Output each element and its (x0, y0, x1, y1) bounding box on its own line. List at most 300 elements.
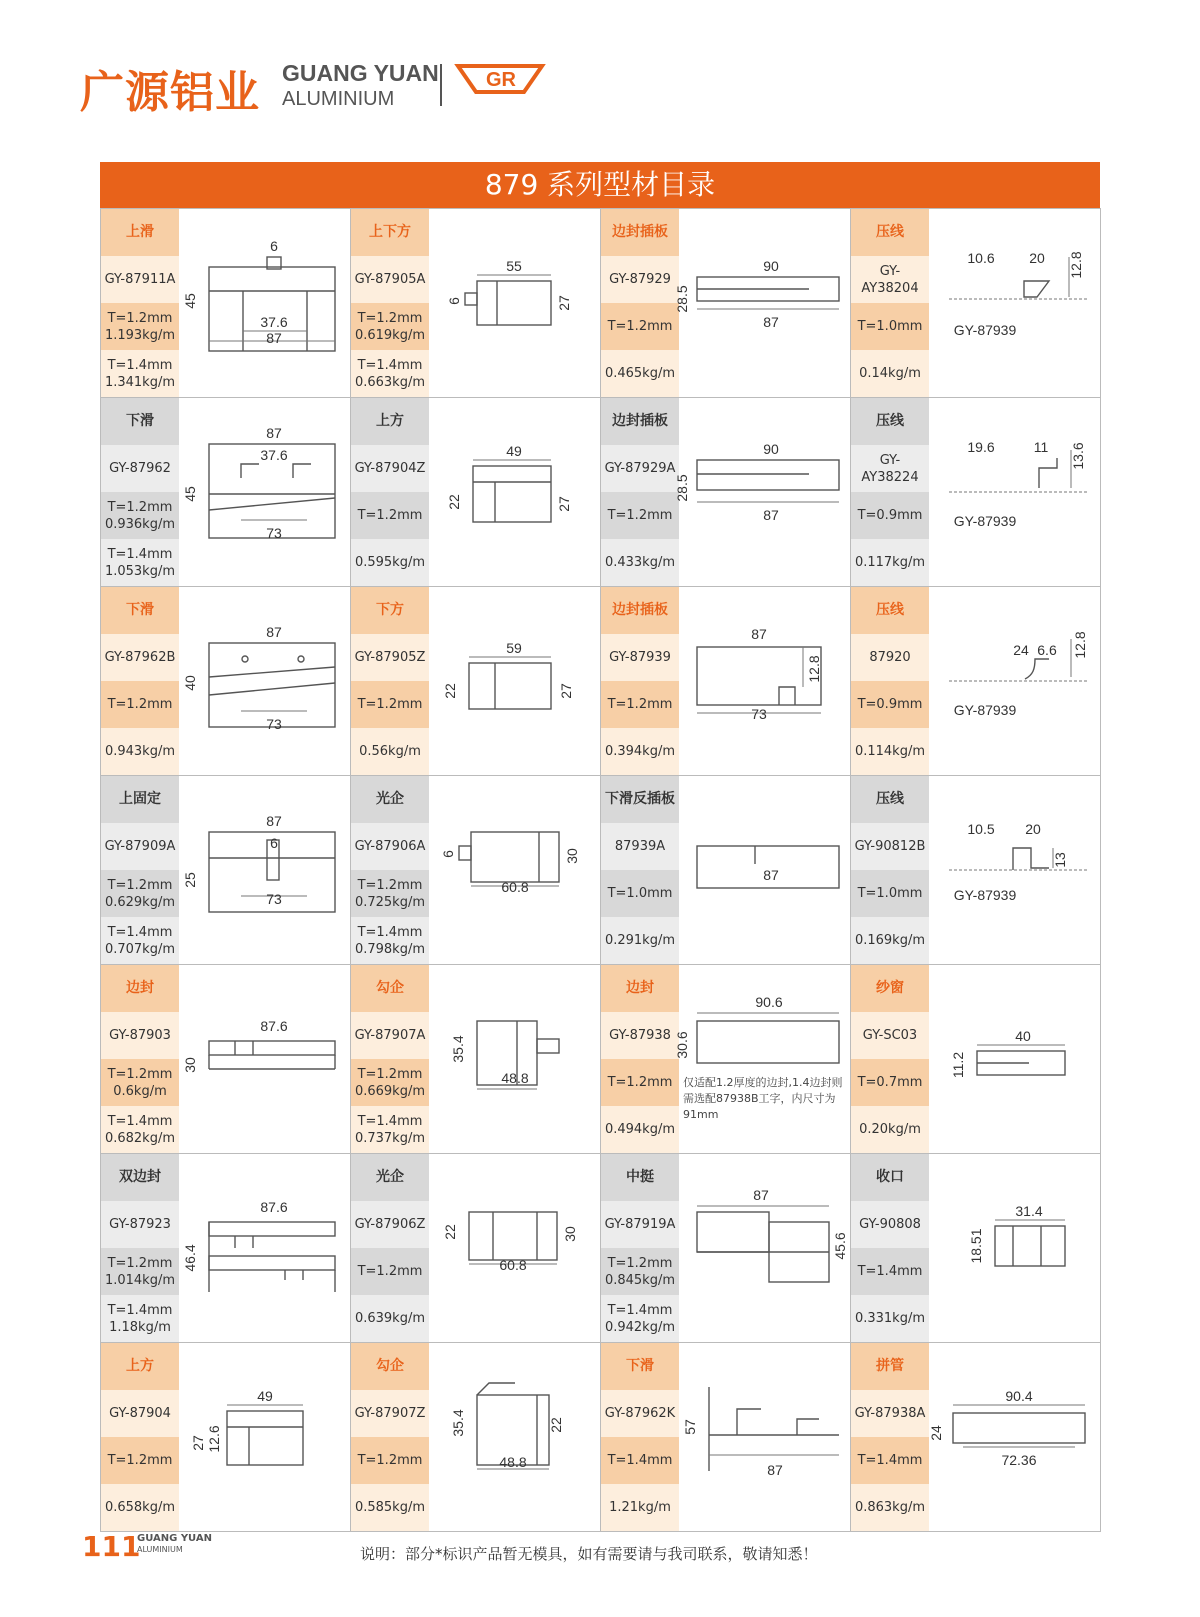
profile-drawing (929, 398, 1100, 586)
profile-section-diagram (179, 965, 350, 1153)
catalog-row (101, 776, 1101, 965)
profile-labels (601, 398, 679, 586)
profile-code: GY-87906Z (351, 1201, 429, 1248)
profile-name: 上固定 (101, 776, 179, 823)
dimension-label: 59 (506, 640, 522, 656)
profile-spec-secondary: 0.20kg/m (851, 1106, 929, 1153)
profile-labels (851, 209, 929, 397)
dimension-label: 20 (1025, 821, 1041, 837)
profile-labels (851, 1343, 929, 1531)
catalog-row (101, 1154, 1101, 1343)
profile-labels (851, 776, 929, 964)
profile-name: 上下方 (351, 209, 429, 256)
profile-name: 双边封 (101, 1154, 179, 1201)
profile-section-diagram (679, 776, 850, 964)
profile-cell (851, 776, 1101, 964)
profile-cell (601, 209, 851, 397)
profile-drawing (679, 1343, 850, 1531)
profile-spec-secondary: T=1.4mm 0.707kg/m (101, 917, 179, 964)
profile-name: 下滑 (601, 1343, 679, 1390)
profile-spec-primary: T=1.2mm 0.725kg/m (351, 870, 429, 917)
profile-spec-secondary: 0.639kg/m (351, 1295, 429, 1342)
dimension-label: 30 (562, 1226, 578, 1242)
dimension-label: 22 (548, 1417, 564, 1433)
profile-drawing (929, 965, 1100, 1153)
profile-spec-secondary: 0.585kg/m (351, 1484, 429, 1531)
profile-cell (851, 1154, 1101, 1342)
profile-labels (851, 398, 929, 586)
profile-name: 边封插板 (601, 209, 679, 256)
profile-spec-primary: T=1.2mm (101, 681, 179, 728)
dimension-label: 12.8 (1068, 251, 1084, 279)
profile-spec-primary: T=1.2mm 0.619kg/m (351, 303, 429, 350)
profile-code: GY-87938A (851, 1390, 929, 1437)
profile-code: GY-87907Z (351, 1390, 429, 1437)
profile-cell (601, 776, 851, 964)
profile-labels (351, 1343, 429, 1531)
profile-drawing (674, 398, 850, 586)
dimension-label: 6 (440, 850, 456, 858)
profile-spec-primary: T=1.2mm (601, 681, 679, 728)
dimension-label: 45.6 (832, 1232, 848, 1260)
profile-name: 纱窗 (851, 965, 929, 1012)
profile-code: GY-87929 (601, 256, 679, 303)
dimension-label: 24 (1013, 642, 1029, 658)
profile-spec-secondary: 0.658kg/m (101, 1484, 179, 1531)
dimension-label: 20 (1029, 250, 1045, 266)
profile-drawing (679, 1154, 850, 1342)
profile-code: GY-AY38204 (851, 256, 929, 303)
profile-spec-primary: T=0.9mm (851, 681, 929, 728)
profile-spec-primary: T=1.0mm (851, 870, 929, 917)
profile-labels (601, 965, 679, 1153)
dimension-label: 30.6 (674, 1031, 690, 1059)
dimension-label: 90.4 (1005, 1388, 1033, 1404)
profile-section-diagram (674, 209, 850, 397)
profile-section-diagram (674, 965, 850, 1153)
profile-section-diagram (674, 398, 850, 586)
dimension-label: 87 (763, 867, 779, 883)
profile-name: 上方 (101, 1343, 179, 1390)
dimension-label: 28.5 (674, 474, 690, 502)
svg-text:GR: GR (486, 69, 516, 91)
profile-cell (101, 398, 351, 586)
catalog-row (101, 398, 1101, 587)
dimension-label: 45 (182, 293, 198, 309)
profile-name: 光企 (351, 1154, 429, 1201)
dimension-label: 90 (763, 258, 779, 274)
profile-section-diagram (929, 398, 1100, 586)
profile-name: 光企 (351, 776, 429, 823)
profile-cell (101, 1154, 351, 1342)
brand-name-en: GUANG YUAN (282, 60, 439, 86)
dimension-label: 87 (753, 1187, 769, 1203)
profile-code: GY-90812B (851, 823, 929, 870)
profile-code: GY-87911A (101, 256, 179, 303)
profile-spec-secondary: 0.433kg/m (601, 539, 679, 586)
profile-drawing (429, 209, 600, 397)
footer-brand: GUANG YUAN (137, 1533, 212, 1544)
profile-cell (351, 209, 601, 397)
profile-code: GY-87904 (101, 1390, 179, 1437)
profile-spec-secondary: T=1.4mm 0.682kg/m (101, 1106, 179, 1153)
profile-spec-primary: T=1.0mm (851, 303, 929, 350)
profile-labels (351, 587, 429, 775)
profile-cell (351, 1154, 601, 1342)
profile-section-diagram (179, 398, 350, 586)
profile-section-diagram (429, 776, 600, 964)
profile-section-diagram (929, 1154, 1100, 1342)
dimension-label: GY-87939 (953, 887, 1017, 903)
dimension-label: 11.2 (950, 1051, 966, 1079)
brand-subtitle-en: ALUMINIUM (282, 88, 395, 110)
dimension-label: 27 (556, 496, 572, 512)
profile-spec-primary: T=1.2mm (351, 1437, 429, 1484)
profile-spec-primary: T=1.2mm (351, 1248, 429, 1295)
profile-drawing (429, 398, 600, 586)
catalog-row (101, 587, 1101, 776)
profile-drawing (674, 965, 850, 1153)
profile-labels (351, 965, 429, 1153)
profile-section-diagram (679, 1154, 850, 1342)
catalog-row (101, 209, 1101, 398)
profile-spec-secondary: 0.394kg/m (601, 728, 679, 775)
dimension-label: 37.6 (260, 447, 288, 463)
profile-spec-secondary: T=1.4mm 1.341kg/m (101, 350, 179, 397)
profile-spec-secondary: T=1.4mm 1.18kg/m (101, 1295, 179, 1342)
dimension-label: 49 (257, 1388, 273, 1404)
profile-spec-secondary: 0.863kg/m (851, 1484, 929, 1531)
profile-catalog-grid (100, 208, 1101, 1532)
dimension-label: 18.51 (968, 1228, 984, 1264)
profile-section-diagram (679, 1343, 850, 1531)
profile-section-diagram (679, 587, 850, 775)
profile-labels (101, 1154, 179, 1342)
profile-spec-primary: T=1.2mm (351, 492, 429, 539)
profile-drawing (179, 1343, 350, 1531)
profile-spec-secondary: 0.114kg/m (851, 728, 929, 775)
profile-name: 勾企 (351, 965, 429, 1012)
dimension-label: 37.6 (260, 314, 288, 330)
profile-name: 下方 (351, 587, 429, 634)
profile-section-diagram (179, 209, 350, 397)
profile-drawing (179, 776, 350, 964)
profile-section-diagram (929, 965, 1100, 1153)
profile-spec-secondary: 0.943kg/m (101, 728, 179, 775)
profile-code: 87939A (601, 823, 679, 870)
dimension-label: GY-87939 (953, 513, 1017, 529)
dimension-label: 10.5 (967, 821, 995, 837)
profile-code: GY-87962K (601, 1390, 679, 1437)
profile-spec-secondary: 0.331kg/m (851, 1295, 929, 1342)
profile-name: 收口 (851, 1154, 929, 1201)
profile-spec-secondary: 0.56kg/m (351, 728, 429, 775)
profile-name: 下滑 (101, 398, 179, 445)
footer-brand-sub: ALUMINIUM (137, 1545, 183, 1554)
dimension-label: 46.4 (182, 1244, 198, 1272)
profile-code: GY-87962 (101, 445, 179, 492)
profile-spec-primary: T=1.4mm (851, 1248, 929, 1295)
dimension-label: 27 (190, 1435, 206, 1451)
catalog-title: 879 系列型材目录 (100, 162, 1100, 208)
dimension-label: 13 (1052, 852, 1068, 868)
profile-section-diagram (429, 398, 600, 586)
profile-spec-secondary: T=1.4mm 0.663kg/m (351, 350, 429, 397)
dimension-label: 87 (266, 813, 282, 829)
profile-labels (851, 1154, 929, 1342)
profile-code: GY-87907A (351, 1012, 429, 1059)
profile-spec-primary: T=0.9mm (851, 492, 929, 539)
profile-cell (851, 209, 1101, 397)
profile-name: 压线 (851, 587, 929, 634)
profile-drawing (179, 1154, 350, 1342)
dimension-label: 87.6 (260, 1018, 288, 1034)
profile-spec-primary: T=1.2mm (351, 681, 429, 728)
dimension-label: 28.5 (674, 285, 690, 313)
profile-labels (351, 1154, 429, 1342)
profile-cell (851, 1343, 1101, 1531)
dimension-label: 90.6 (755, 994, 783, 1010)
brand-divider (440, 64, 442, 106)
profile-drawing (929, 1154, 1100, 1342)
profile-spec-secondary: T=1.4mm 0.798kg/m (351, 917, 429, 964)
profile-section-diagram (929, 776, 1100, 964)
profile-labels (101, 209, 179, 397)
profile-spec-primary: T=1.2mm (601, 303, 679, 350)
profile-drawing (929, 1343, 1100, 1531)
dimension-label: 87 (266, 624, 282, 640)
profile-code: GY-87919A (601, 1201, 679, 1248)
profile-drawing (429, 587, 600, 775)
dimension-label: 13.6 (1070, 442, 1086, 470)
dimension-label: 90 (763, 441, 779, 457)
profile-section-diagram (929, 209, 1100, 397)
profile-cell (351, 587, 601, 775)
profile-drawing (179, 209, 350, 397)
profile-labels (351, 398, 429, 586)
dimension-label: 27 (556, 295, 572, 311)
dimension-label: 6.6 (1037, 642, 1057, 658)
dimension-label: GY-87939 (953, 322, 1017, 338)
profile-section-diagram (929, 587, 1100, 775)
profile-code: GY-87939 (601, 634, 679, 681)
dimension-label: 27 (558, 683, 574, 699)
dimension-label: 31.4 (1015, 1203, 1043, 1219)
profile-drawing (674, 209, 850, 397)
brand-header (80, 50, 600, 120)
dimension-label: 73 (266, 716, 282, 732)
dimension-label: 6 (270, 835, 278, 851)
profile-spec-primary: T=1.4mm (851, 1437, 929, 1484)
profile-code: GY-87904Z (351, 445, 429, 492)
profile-spec-primary: T=1.2mm 0.936kg/m (101, 492, 179, 539)
page-number: 111 (82, 1530, 141, 1563)
dimension-label: 48.8 (499, 1454, 527, 1470)
profile-cell (601, 965, 851, 1153)
profile-labels (851, 965, 929, 1153)
profile-drawing (179, 587, 350, 775)
profile-drawing (429, 776, 600, 964)
profile-drawing (679, 587, 850, 775)
profile-code: GY-87905Z (351, 634, 429, 681)
profile-spec-primary: T=1.2mm (101, 1437, 179, 1484)
profile-section-diagram (429, 587, 600, 775)
dimension-label: 55 (506, 258, 522, 274)
profile-labels (101, 965, 179, 1153)
dimension-label: 87.6 (260, 1199, 288, 1215)
dimension-label: 10.6 (967, 250, 995, 266)
profile-code: GY-87909A (101, 823, 179, 870)
profile-drawing (179, 965, 350, 1153)
profile-labels (601, 776, 679, 964)
profile-cell (851, 965, 1101, 1153)
profile-cell (851, 587, 1101, 775)
profile-spec-secondary: 0.291kg/m (601, 917, 679, 964)
footer-note: 说明：部分*标识产品暂无模具，如有需要请与我司联系，敬请知悉！ (360, 1545, 818, 1563)
profile-drawing (429, 965, 600, 1153)
profile-labels (351, 776, 429, 964)
dimension-label: 11 (1033, 439, 1049, 455)
dimension-label: 24 (928, 1425, 944, 1441)
dimension-label: 40 (1015, 1028, 1031, 1044)
profile-labels (601, 587, 679, 775)
dimension-label: 12.8 (1072, 631, 1088, 659)
profile-labels (851, 587, 929, 775)
profile-section-diagram (429, 965, 600, 1153)
profile-spec-primary: T=0.7mm (851, 1059, 929, 1106)
profile-code: 87920 (851, 634, 929, 681)
dimension-label: 25 (182, 872, 198, 888)
dimension-label: 35.4 (450, 1409, 466, 1437)
profile-code: GY-87906A (351, 823, 429, 870)
catalog-row (101, 965, 1101, 1154)
profile-spec-secondary: 0.494kg/m (601, 1106, 679, 1153)
dimension-label: GY-87939 (953, 702, 1017, 718)
profile-code: GY-SC03 (851, 1012, 929, 1059)
dimension-label: 73 (266, 525, 282, 541)
profile-section-diagram (179, 776, 350, 964)
dimension-label: 40 (182, 675, 198, 691)
brand-name-cn: 广源铝业 (80, 67, 260, 118)
dimension-label: 45 (182, 486, 198, 502)
profile-code: GY-87938 (601, 1012, 679, 1059)
profile-name: 上方 (351, 398, 429, 445)
profile-cell (101, 1343, 351, 1531)
profile-labels (101, 776, 179, 964)
profile-cell (601, 1154, 851, 1342)
profile-labels (351, 209, 429, 397)
profile-note: 仅适配1.2厚度的边封,1.4边封则 需选配87938B工字，内尺寸为91mm (683, 1076, 843, 1121)
profile-section-diagram (429, 209, 600, 397)
profile-spec-primary: T=1.2mm 0.629kg/m (101, 870, 179, 917)
dimension-label: 87 (763, 314, 779, 330)
dimension-label: 30 (564, 848, 580, 864)
profile-spec-primary: T=1.2mm (601, 492, 679, 539)
profile-code: GY-87905A (351, 256, 429, 303)
profile-name: 边封插板 (601, 587, 679, 634)
profile-spec-primary: T=1.4mm (601, 1437, 679, 1484)
profile-spec-primary: T=1.2mm 1.193kg/m (101, 303, 179, 350)
dimension-label: 87 (751, 626, 767, 642)
profile-name: 边封 (101, 965, 179, 1012)
profile-drawing (929, 209, 1100, 397)
profile-name: 勾企 (351, 1343, 429, 1390)
profile-name: 下滑反插板 (601, 776, 679, 823)
profile-drawing (179, 398, 350, 586)
dimension-label: 57 (682, 1419, 698, 1435)
profile-spec-primary: T=1.2mm 0.669kg/m (351, 1059, 429, 1106)
profile-drawing (929, 776, 1100, 964)
profile-labels (101, 1343, 179, 1531)
dimension-label: 6 (270, 238, 278, 254)
profile-spec-primary: T=1.2mm 0.845kg/m (601, 1248, 679, 1295)
dimension-label: 87 (266, 425, 282, 441)
profile-section-diagram (929, 1343, 1100, 1531)
profile-section-diagram (429, 1154, 600, 1342)
profile-drawing (679, 776, 850, 964)
dimension-label: 22 (442, 1224, 458, 1240)
profile-code: GY-90808 (851, 1201, 929, 1248)
profile-spec-secondary: 0.169kg/m (851, 917, 929, 964)
dimension-label: 60.8 (499, 1257, 527, 1273)
profile-spec-secondary: 0.465kg/m (601, 350, 679, 397)
profile-cell (351, 965, 601, 1153)
dimension-label: 48.8 (501, 1070, 529, 1086)
profile-cell (601, 587, 851, 775)
dimension-label: 19.6 (967, 439, 995, 455)
profile-labels (601, 209, 679, 397)
profile-spec-secondary: T=1.4mm 1.053kg/m (101, 539, 179, 586)
profile-cell (851, 398, 1101, 586)
profile-spec-secondary: 0.14kg/m (851, 350, 929, 397)
profile-spec-primary: T=1.2mm 0.6kg/m (101, 1059, 179, 1106)
profile-labels (101, 398, 179, 586)
dimension-label: 60.8 (501, 879, 529, 895)
profile-cell (601, 1343, 851, 1531)
profile-cell (351, 398, 601, 586)
profile-labels (601, 1154, 679, 1342)
profile-name: 边封插板 (601, 398, 679, 445)
dimension-label: 73 (266, 891, 282, 907)
profile-drawing (929, 587, 1100, 775)
dimension-label: 87 (763, 507, 779, 523)
profile-labels (601, 1343, 679, 1531)
profile-name: 边封 (601, 965, 679, 1012)
dimension-label: 35.4 (450, 1035, 466, 1063)
profile-code: GY-87923 (101, 1201, 179, 1248)
profile-section-diagram (179, 1154, 350, 1342)
brand-logo-mark (454, 52, 554, 108)
profile-spec-primary: T=1.2mm (601, 1059, 679, 1106)
profile-labels (101, 587, 179, 775)
profile-spec-primary: T=1.0mm (601, 870, 679, 917)
profile-spec-secondary: T=1.4mm 0.942kg/m (601, 1295, 679, 1342)
profile-name: 中挺 (601, 1154, 679, 1201)
profile-cell (101, 587, 351, 775)
dimension-label: 87 (266, 330, 282, 346)
profile-spec-secondary: 0.117kg/m (851, 539, 929, 586)
profile-cell (101, 209, 351, 397)
profile-name: 拼管 (851, 1343, 929, 1390)
dimension-label: 30 (182, 1057, 198, 1073)
profile-cell (351, 1343, 601, 1531)
profile-section-diagram (429, 1343, 600, 1531)
profile-cell (351, 776, 601, 964)
dimension-label: 22 (442, 683, 458, 699)
dimension-label: 12.6 (206, 1425, 222, 1453)
dimension-label: 72.36 (1001, 1452, 1037, 1468)
profile-cell (601, 398, 851, 586)
